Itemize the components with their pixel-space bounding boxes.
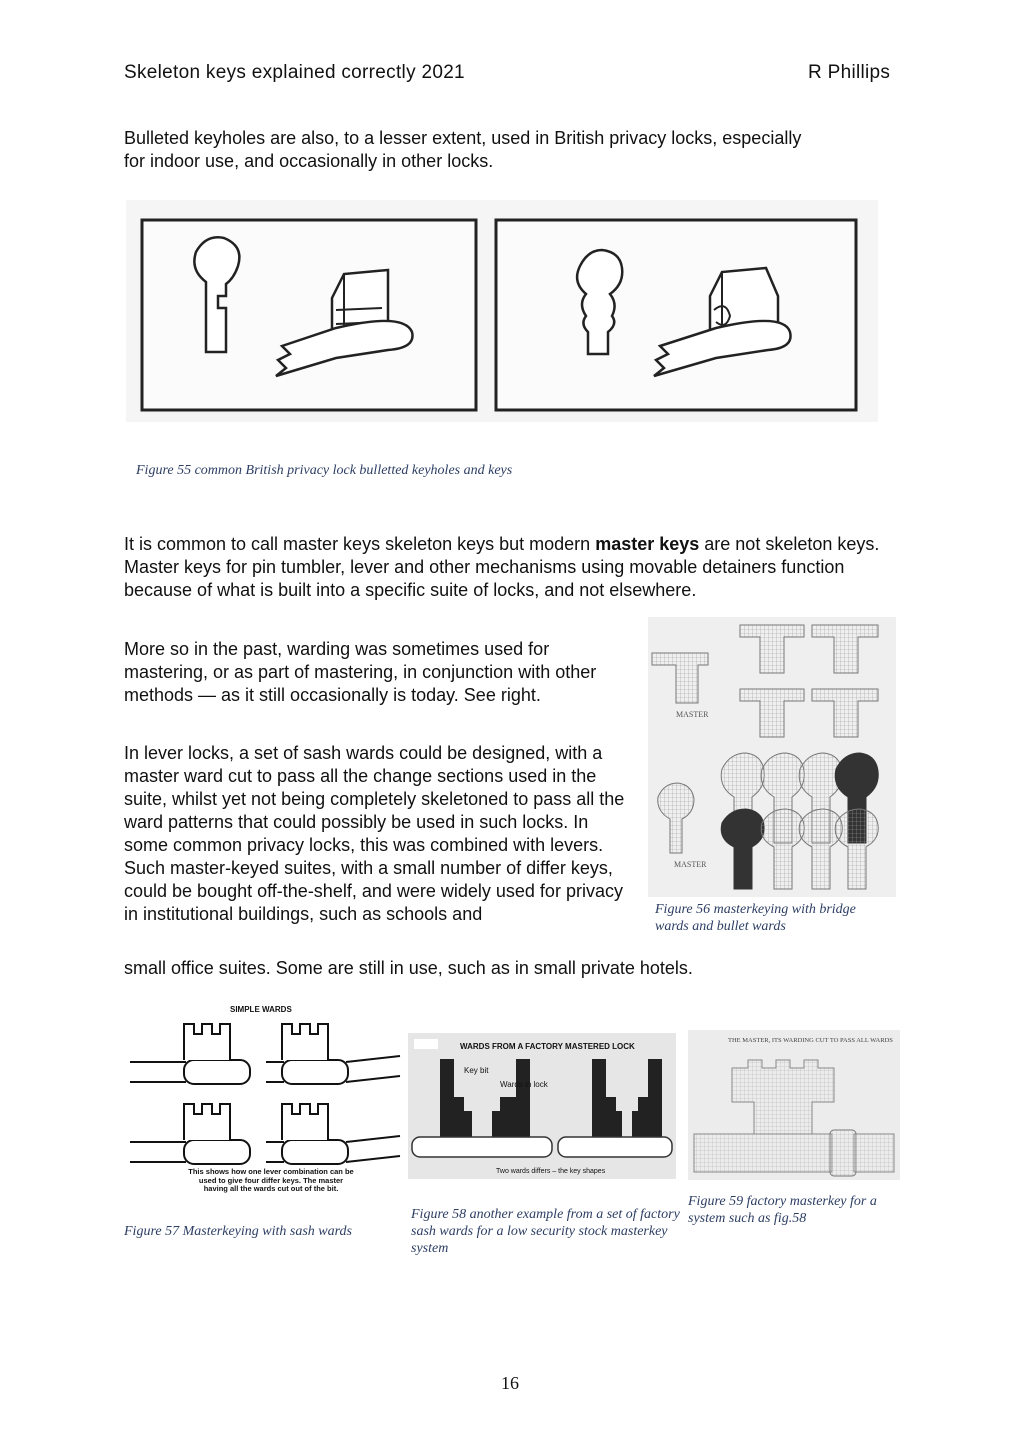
paragraph-bulleted-keyholes: Bulleted keyholes are also, to a lesser extent, used in British privacy locks, especially for indoor use, and occasionally in other locks. [124,128,802,171]
figure-56-illustration [648,617,896,897]
figure-58-label-wards: Wards in lock [500,1080,548,1089]
page-number: 16 [501,1373,519,1393]
figure-58-bottom-note: Two wards differs – the key shapes [496,1168,606,1175]
key-barrel-icon [282,1140,348,1164]
figure-59-caption: Figure 59 factory masterkey for a system such as fig.58 [688,1194,877,1226]
figure-55-left-panel [142,220,476,410]
paragraph-master-keys-text-cont: are not skeleton keys. Master keys for pin tumbler, lever and other mechanisms using movable detainers function because of what is built into a specific suite of locks, and not elsewhere. [124,534,880,600]
figure-55-caption: Figure 55 common British privacy lock bulletted keyholes and keys [136,463,513,478]
key-barrel-icon [184,1060,250,1084]
bridge-ward-icon [740,625,804,673]
figure-56-label-master-bottom: MASTER [674,860,707,869]
bullet-ward-icon [835,809,878,889]
lock-ward-icon [606,1097,622,1137]
figure-57-note: This shows how one lever combination can be used to give four differ keys. The master having all the wards cut out of the bit. [188,1167,354,1193]
master-key-bit-icon [732,1060,834,1134]
figure-56-caption: Figure 56 masterkeying with bridge wards and bullet wards [655,902,856,934]
key-shank-lines [130,1142,186,1162]
bridge-ward-icon [740,689,804,737]
bullet-ward-dark-icon [721,809,764,889]
master-keys-bold: master keys [595,534,700,554]
lock-wall-icon [440,1059,454,1145]
figure-55-right-panel [496,220,856,410]
paragraph-master-keys-text: It is common to call master keys skeleton keys but modern [124,534,596,554]
master-bridge-ward-icon [652,653,708,703]
header-author: R Phillips [808,62,891,83]
key-barrel-icon [282,1060,348,1084]
lock-wall-icon [516,1059,530,1145]
lock-ward-icon [632,1097,648,1137]
figure-57 [126,1000,402,1212]
bridge-ward-icon [812,625,878,673]
figure-58-tab [414,1039,438,1049]
figure-56-label-master-top: MASTER [676,710,709,719]
bullet-ward-icon [799,809,842,889]
key-barrel-icon [412,1137,552,1157]
bullet-ward-icon [761,809,804,889]
master-key-shank-end-icon [854,1134,894,1172]
master-key-collar-icon [830,1130,856,1176]
figure-58-label-keybit: Key bit [464,1066,489,1075]
sash-ward-key-bit-icon [282,1024,328,1060]
figure-57-title: SIMPLE WARDS [230,1005,292,1014]
figure-55-illustration [126,200,878,422]
lock-ward-icon [492,1097,516,1137]
figure-59 [688,1030,900,1180]
master-key-shank-icon [694,1134,832,1172]
key-barrel-icon [184,1140,250,1164]
key-shank-lines [130,1062,186,1082]
key-barrel-icon [558,1137,672,1157]
sash-ward-key-bit-icon [184,1024,230,1060]
lock-wall-icon [648,1059,662,1145]
figure-55 [126,200,878,422]
paragraph-lever-locks: In lever locks, a set of sash wards could be designed, with a master ward cut to pass all the change sections used in the suite, whilst yet not being completely skeletoned to pass all the ward patterns that could possibly be used in such locks. In some common privacy locks, this was combined with levers. Such master-keyed suites, with a small number of differ keys, could be bought off-the-shelf, and were widely used for privacy in institutional buildings, such as schools and [124,743,625,924]
bridge-ward-icon [812,689,878,737]
lock-wall-icon [592,1059,606,1145]
paragraph-master-keys [124,533,899,602]
sash-ward-key-bit-icon [282,1104,328,1140]
figure-57-caption: Figure 57 Masterkeying with sash wards [124,1224,353,1239]
sash-ward-key-bit-icon [184,1104,230,1140]
figure-58-title: WARDS FROM A FACTORY MASTERED LOCK [460,1042,635,1051]
figure-59-illustration [688,1030,900,1180]
paragraph-warding-mastering: More so in the past, warding was sometimes used for mastering, or as part of mastering, in conjunction with other methods — as it still occasionally is today. See right. [124,639,597,705]
figure-58-illustration [408,1033,676,1179]
figure-58-caption: Figure 58 another example from a set of factory sash wards for a low security stock masterkey system [411,1207,680,1256]
paragraph-lever-locks-tail: small office suites. Some are still in use, such as in small private hotels. [124,958,693,978]
header-title: Skeleton keys explained correctly 2021 [124,62,465,83]
master-bullet-ward-icon [658,783,694,853]
figure-56 [648,617,896,897]
figure-59-title: THE MASTER, ITS WARDING CUT TO PASS ALL WARDS [728,1037,893,1044]
lock-ward-icon [454,1097,472,1137]
figure-58 [408,1033,676,1179]
